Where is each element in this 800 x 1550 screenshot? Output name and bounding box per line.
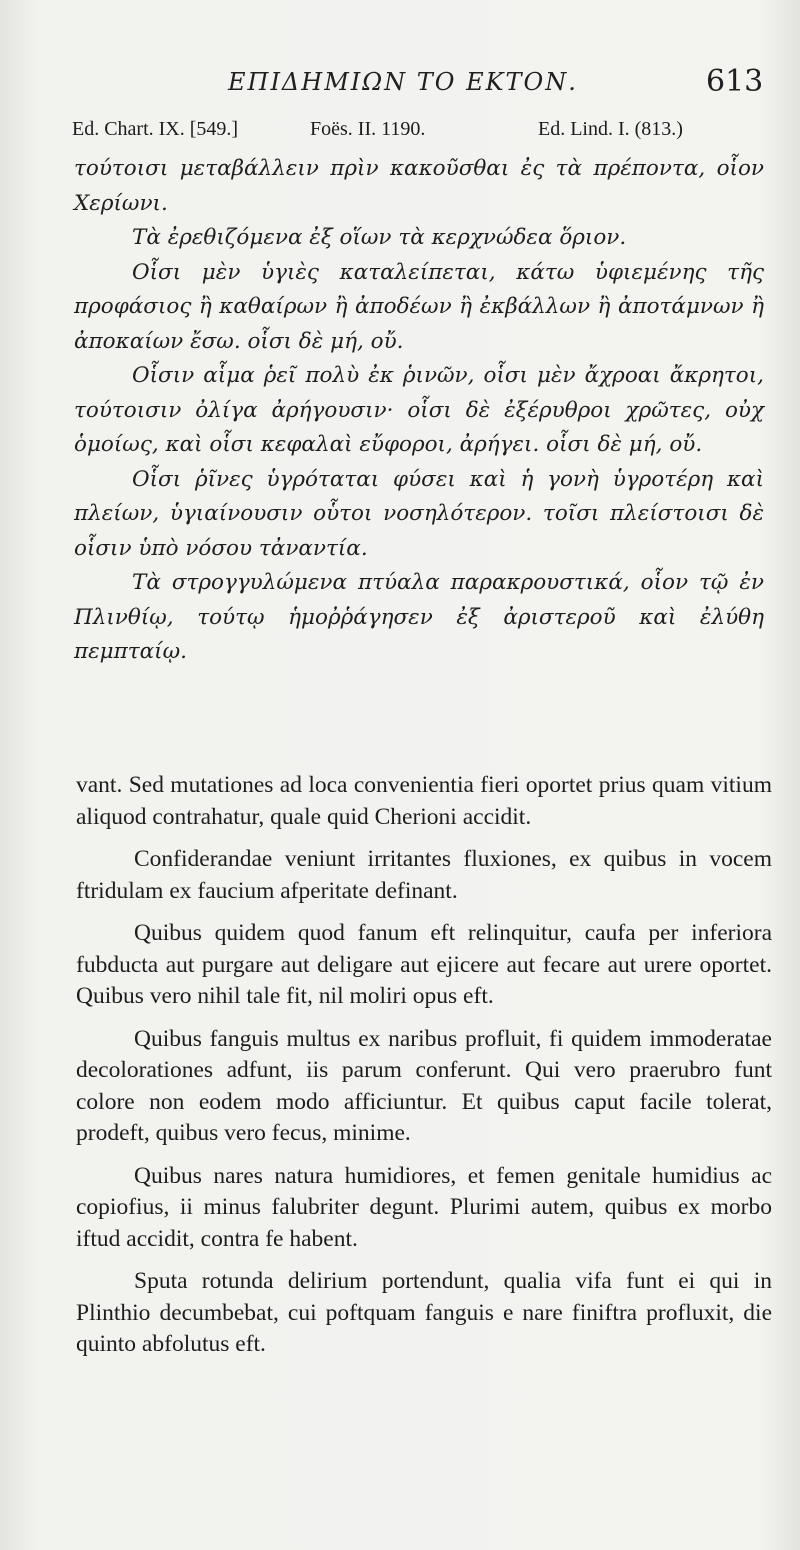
chartier-reference: Ed. Chart. IX. [549.] [72,118,239,140]
greek-paragraph: Οἷσι μὲν ὑγιὲς καταλείπεται, κάτω ὑφιεμένης τῆς προφάσιος ἢ καθαίρων ἢ ἀποδέων ἢ ἐκβάλλων ἢ ἀποτάμνων ἢ ἀποκαίων ἔσω. οἷσι δὲ μή, οὔ. [74,259,764,354]
greek-paragraph: Οἷσι ῥῖνες ὑγρόταται φύσει καὶ ἡ γονὴ ὑγροτέρη καὶ πλείων, ὑγιαίνουσιν οὗτοι νοσηλότερον. τοῖσι πλείστοισι δὲ οἷσιν ὑπὸ νόσου τἀναντία. [74,466,764,561]
latin-paragraph: vant. Sed mutationes ad loca convenientia fieri oportet prius quam vitium aliquod contrahatur, quale quid Cherioni accidit. [76,772,772,830]
linden-reference: Ed. Lind. I. (813.) [538,118,683,140]
greek-paragraph: Οἷσιν αἷμα ῥεῖ πολὺ ἐκ ῥινῶν, οἷσι μὲν ἄχροαι ἄκρητοι, τούτοισιν ὀλίγα ἀρήγουσιν· οἷσι δὲ ἐξέρυθροι χρῶτες, οὐχ ὁμοίως, καὶ οἷσι κεφαλαὶ εὔφοροι, ἀρήγει. οἷσι δὲ μή, οὔ. [74,363,764,457]
latin-paragraph: Sputa rotunda delirium portendunt, qualia vifa funt ei qui in Plinthio decumbebat, cui poftquam fanguis e nare finiftra profluxit, die quinto abfolutus eft. [76,1268,772,1357]
greek-paragraph: τούτοισι μεταβάλλειν πρὶν κακοῦσθαι ἐς τὰ πρέποντα, οἷον Χερίωνι. [74,156,764,216]
latin-paragraph: Confiderandae veniunt irritantes fluxiones, ex quibus in vocem ftridulam ex faucium afperitate definant. [76,846,772,904]
latin-paragraph: Quibus quidem quod fanum eft relinquitur, caufa per inferiora fubducta aut purgare aut deligare aut ejicere aut fecare aut urere oportet. Quibus vero nihil tale fit, nil moliri opus eft. [76,920,772,1009]
greek-paragraph: Τὰ στρογγυλώμενα πτύαλα παρακρουστικά, οἷον τῷ ἐν Πλινθίῳ, τούτῳ ἡμοῤῥάγησεν ἐξ ἀριστεροῦ καὶ ἐλύθη πεμπταίῳ. [74,570,764,664]
running-head [0,64,800,108]
edition-references [72,118,772,148]
running-head-title: ΕΠΙΔΗΜΙΩΝ ΤΟ ΕΚΤΟΝ. [228,68,578,96]
page-number: 613 [706,64,764,99]
foesius-reference: Foës. II. 1190. [310,118,426,140]
latin-paragraph: Quibus fanguis multus ex naribus profluit, fi quidem immoderatae decolorationes adfunt, iis parum conferunt. Qui vero praerubro funt colore non eodem modo afficiuntur. Et quibus caput facile tolerat, prodeft, quibus vero fecus, minime. [76,1025,772,1146]
greek-text [74,152,764,670]
greek-paragraph: Τὰ ἐρεθιζόμενα ἐξ οἵων τὰ κερχνώδεα ὅριον. [132,225,627,250]
latin-translation [76,770,772,1372]
latin-paragraph: Quibus nares natura humidiores, et femen genitale humidius ac copiofius, ii minus falubriter degunt. Plurimi autem, quibus ex morbo iftud accidit, contra fe habent. [76,1162,772,1252]
